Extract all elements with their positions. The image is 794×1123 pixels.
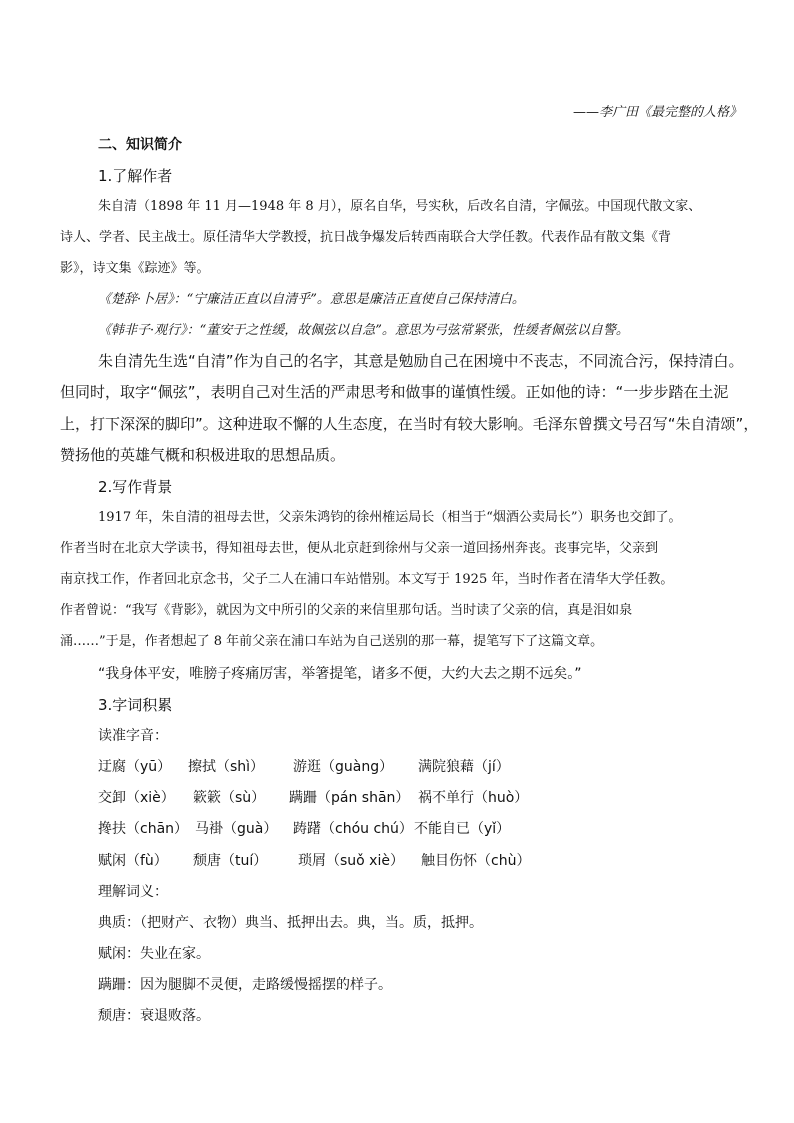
author-para-line: 影》，诗文集《踪迹》等。 bbox=[60, 261, 210, 276]
background-line: 作者当时在北京大学读书，得知祖母去世，便从北京赶到徐州与父亲一道回扬州奔丧。丧事完毕，父亲到 bbox=[60, 541, 659, 556]
section-title: 二、知识简介 bbox=[98, 137, 182, 153]
meaning-item: 蹒跚：因为腿脚不灵便，走路缓慢摇摆的样子。 bbox=[98, 977, 392, 993]
author-para-line: 诗人、学者、民主战士。原任清华大学教授，抗日战争爆发后转西南联合大学任教。代表作品有散文集《背 bbox=[60, 230, 672, 245]
vocab-word: 搀扶（chān） bbox=[98, 821, 189, 837]
meaning-item: 赋闲：失业在家。 bbox=[98, 946, 210, 962]
quote-source: ——李广田《最完整的人格》 bbox=[572, 105, 742, 120]
quote-hanfeizi: 《韩非子·观行》：“董安于之性缓，故佩弦以自急”。意思为弓弦常紧张，性缓者佩弦以自警。 bbox=[98, 323, 629, 338]
vocab-word: 琐屑（suǒ xiè） bbox=[298, 853, 404, 869]
vocab-word: 触目伤怀（chù） bbox=[421, 853, 531, 869]
vocab-word: 赋闲（fù） bbox=[98, 853, 168, 869]
background-line: 1917 年，朱自清的祖母去世，父亲朱鸿钧的徐州榷运局长（相当于“烟酒公卖局长”）职务也交卸了。 bbox=[98, 510, 682, 525]
letter-quote: “我身体平安，唯膀子疼痛厉害，举箸提笔，诸多不便，大约大去之期不远矣。” bbox=[98, 666, 582, 682]
heading-vocabulary: 3.字词积累 bbox=[98, 696, 173, 714]
meaning-item: 典质：（把财产、衣物）典当、抵押出去。典，当。质，抵押。 bbox=[98, 915, 483, 931]
name-meaning-line: 朱自清先生选“自清”作为自己的名字，其意是勉励自己在困境中不丧志，不同流合污，保持清白。 bbox=[98, 352, 744, 370]
vocab-word: 马褂（guà） bbox=[195, 821, 278, 837]
vocab-word: 不能自已（yǐ） bbox=[414, 821, 511, 837]
vocab-word: 迂腐（yū） bbox=[98, 759, 172, 775]
vocab-word: 簌簌（sù） bbox=[193, 790, 266, 806]
meaning-item: 颓唐：衰退败落。 bbox=[98, 1008, 210, 1024]
vocab-word: 颓唐（tuí） bbox=[193, 853, 268, 869]
meaning-label: 理解词义： bbox=[98, 884, 168, 900]
author-para-line: 朱自清（1898 年 11 月—1948 年 8 月），原名自华，号实秋，后改名自清，字佩弦。中国现代散文家、 bbox=[98, 199, 702, 214]
pronunciation-label: 读准字音： bbox=[98, 728, 168, 744]
background-line: 涌……”于是，作者想起了 8 年前父亲在浦口车站为自己送别的那一幕，提笔写下了这篇文章。 bbox=[60, 634, 604, 649]
vocab-word: 游逛（guàng） bbox=[293, 759, 394, 775]
heading-author: 1.了解作者 bbox=[98, 167, 173, 185]
name-meaning-line: 上，打下深深的脚印”。这种进取不懈的人生态度，在当时有较大影响。毛泽东曾撰文号召写“朱自清颂”， bbox=[60, 415, 759, 433]
vocab-word: 祸不单行（huò） bbox=[418, 790, 529, 806]
name-meaning-line: 但同时，取字“佩弦”，表明自己对生活的严肃思考和做事的谨慎性缓。正如他的诗：“一步步踏在土泥 bbox=[60, 383, 729, 401]
heading-background: 2.写作背景 bbox=[98, 478, 173, 496]
vocab-word: 蹒跚（pán shān） bbox=[289, 790, 410, 806]
vocab-word: 擦拭（shì） bbox=[188, 759, 265, 775]
vocab-word: 踌躇（chóu chú） bbox=[293, 821, 413, 837]
background-line: 作者曾说：“我写《背影》，就因为文中所引的父亲的来信里那句话。当时读了父亲的信，真是泪如泉 bbox=[60, 603, 633, 618]
quote-chuci: 《楚辞·卜居》：“宁廉洁正直以自清乎”。意思是廉洁正直使自己保持清白。 bbox=[98, 292, 525, 307]
background-line: 南京找工作，作者回北京念书，父子二人在浦口车站惜别。本文写于 1925 年，当时作者在清华大学任教。 bbox=[60, 572, 674, 587]
vocab-word: 交卸（xiè） bbox=[98, 790, 175, 806]
name-meaning-line: 赞扬他的英雄气概和积极进取的思想品质。 bbox=[60, 446, 346, 464]
vocab-word: 满院狼藉（jí） bbox=[418, 759, 510, 775]
